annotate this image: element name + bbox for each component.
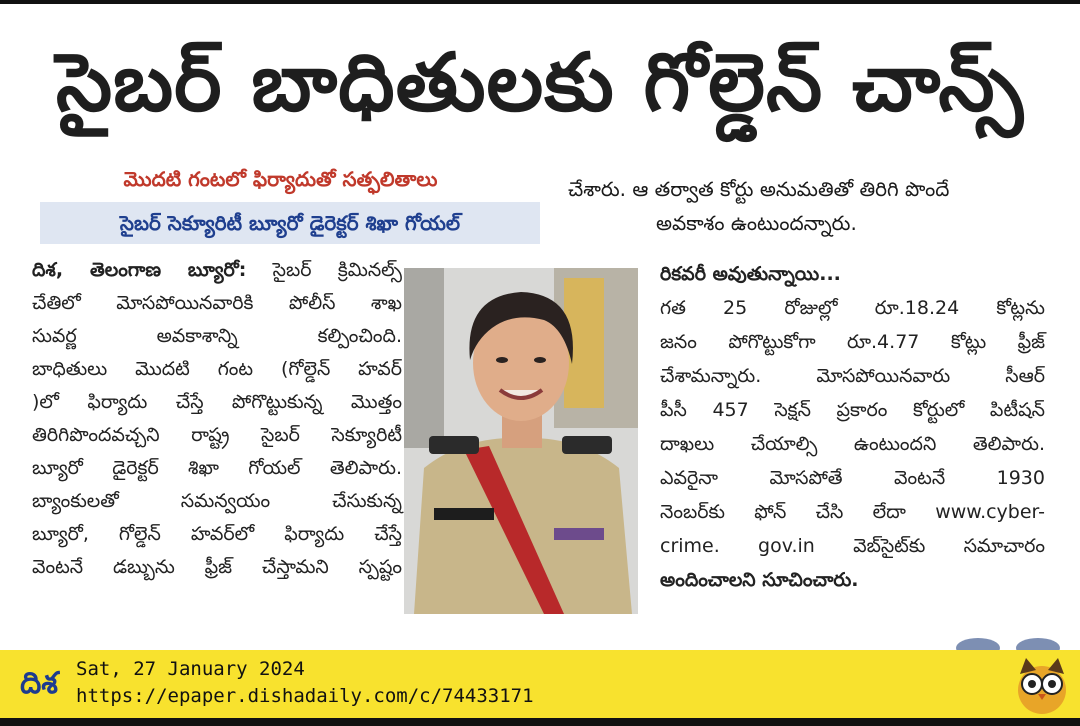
officer-portrait-photo — [404, 268, 638, 614]
article-line: ఎవరైనా మోసపోతే వెంటనే 1930 — [660, 467, 1045, 489]
article-line: సువర్ణ అవకాశాన్ని కల్పించింది. — [32, 325, 402, 347]
article-line: బ్యాంకులతో సమన్వయం చేసుకున్న — [32, 490, 402, 512]
article-line: చేశారు. ఆ తర్వాత కోర్టు అనుమతితో తిరిగి పొందే — [568, 177, 950, 201]
section-subhead: రికవరీ అవుతున్నాయి... — [660, 263, 841, 285]
owl-mascot-icon — [1012, 652, 1072, 716]
subheading-blue: సైబర్ సెక్యూరిటీ బ్యూరో డైరెక్టర్ శిఖా గోయల్ — [40, 202, 540, 244]
top-border — [0, 0, 1080, 4]
article-line-text: సైబర్ క్రిమినల్స్ — [246, 259, 402, 281]
headline: సైబర్ బాధితులకు గోల్డెన్ చాన్స్ — [55, 36, 1025, 129]
disha-logo: దిశ — [20, 666, 58, 701]
left-column — [32, 254, 402, 584]
article-line: నెంబర్‌కు ఫోన్ చేసి లేదా www.cyber- — [660, 501, 1045, 523]
article-line: బ్యూరో, గోల్డెన్ హవర్‌లో ఫిర్యాదు చేస్తే — [32, 523, 402, 545]
portrait-illustration — [404, 268, 638, 614]
article-line: అందించాలని సూచించారు. — [660, 569, 859, 591]
byline: దిశ, తెలంగాణ బ్యూరో: — [32, 259, 247, 281]
article-line — [32, 254, 402, 287]
subheading-red: మొదటి గంటలో ఫిర్యాదుతో సత్ఫలితాలు — [123, 167, 438, 191]
article-line: గత 25 రోజుల్లో రూ.18.24 కోట్లను — [660, 297, 1045, 319]
article-line: జనం పోగొట్టుకోగా రూ.4.77 కోట్లు ఫ్రీజ్ — [660, 331, 1045, 353]
article-line: బాధితులు మొదటి గంట (గోల్డెన్ హవర్ — [32, 358, 402, 380]
article-line: దాఖలు చేయాల్సి ఉంటుందని తెలిపారు. — [660, 433, 1045, 455]
article-line: బ్యూరో డైరెక్టర్ శిఖా గోయల్ తెలిపారు. — [32, 457, 402, 479]
epaper-url[interactable]: https://epaper.dishadaily.com/c/74433171 — [76, 685, 534, 707]
article-line: )లో ఫిర్యాదు చేస్తే పోగొట్టుకున్న మొత్తం — [32, 391, 402, 413]
article-line: చేశామన్నారు. మోసపోయినవారు సీఆర్ — [660, 365, 1045, 387]
article-line: అవకాశం ఉంటుందన్నారు. — [656, 211, 857, 235]
article-line: వెంటనే డబ్బును ఫ్రీజ్ చేస్తామని స్పష్టం — [32, 556, 402, 578]
right-column — [660, 258, 1045, 598]
article-line: తిరిగిపొందవచ్చని రాష్ట్ర సైబర్ సెక్యూరిటీ — [32, 424, 402, 446]
article-line: పీసీ 457 సెక్షన్ ప్రకారం కోర్టులో పిటీషన్ — [660, 399, 1045, 421]
edition-date: Sat, 27 January 2024 — [76, 658, 305, 680]
right-top-continuation — [568, 172, 1046, 240]
article-line: crime. gov.in వెబ్‌సైట్‌కు సమాచారం — [660, 535, 1045, 557]
article-line: చేతిలో మోసపోయినవారికి పోలీస్ శాఖ — [32, 292, 402, 314]
bottom-border — [0, 718, 1080, 726]
